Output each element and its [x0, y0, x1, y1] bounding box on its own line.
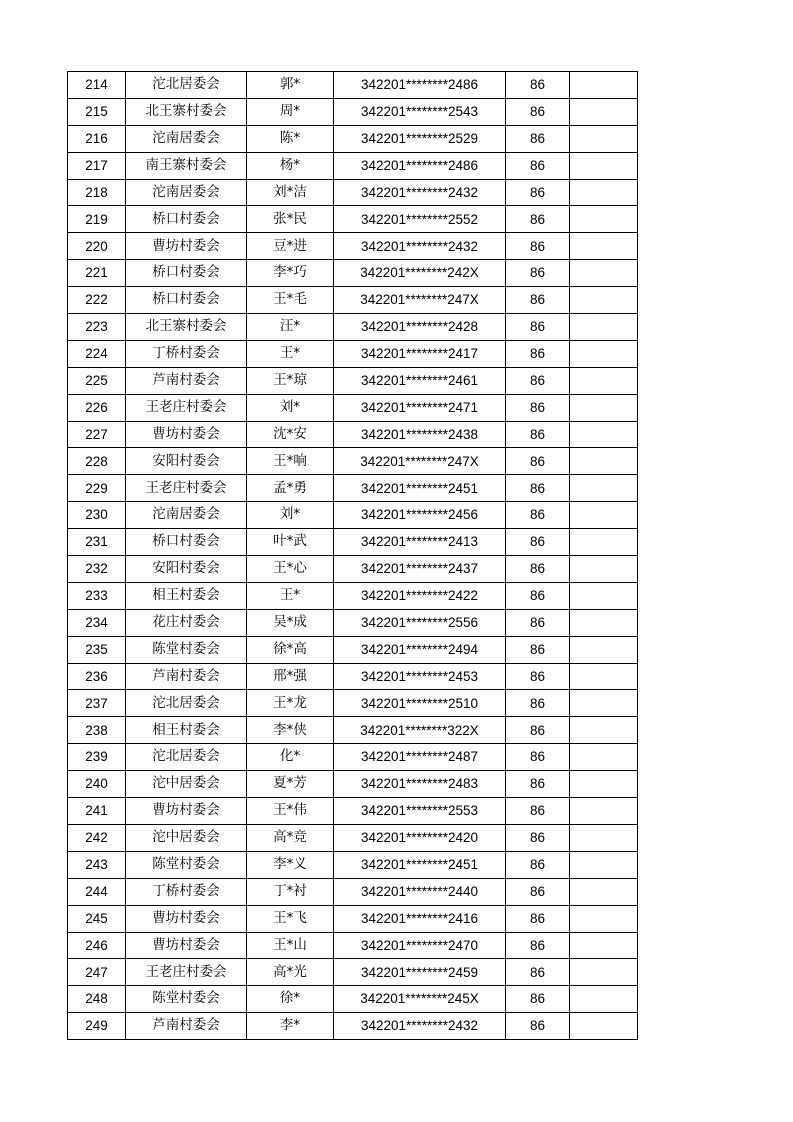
remark-cell	[570, 663, 638, 690]
name-cell: 夏*芳	[247, 771, 334, 798]
id-number-cell: 342201********2456	[334, 502, 506, 529]
table-row	[68, 314, 638, 341]
row-number-cell: 226	[68, 394, 126, 421]
score-cell: 86	[506, 72, 570, 99]
score-cell: 86	[506, 556, 570, 583]
name-cell: 高*竞	[247, 824, 334, 851]
remark-cell	[570, 905, 638, 932]
remark-cell	[570, 878, 638, 905]
id-number-cell: 342201********2471	[334, 394, 506, 421]
remark-cell	[570, 609, 638, 636]
table-row	[68, 206, 638, 233]
score-cell: 86	[506, 717, 570, 744]
committee-cell: 曹坊村委会	[126, 233, 247, 260]
committee-cell: 芦南村委会	[126, 367, 247, 394]
name-cell: 徐*	[247, 986, 334, 1013]
name-cell: 丁*衬	[247, 878, 334, 905]
committee-cell: 芦南村委会	[126, 1013, 247, 1040]
name-cell: 李*侠	[247, 717, 334, 744]
remark-cell	[570, 179, 638, 206]
row-number-cell: 218	[68, 179, 126, 206]
id-number-cell: 342201********2416	[334, 905, 506, 932]
score-cell: 86	[506, 287, 570, 314]
remark-cell	[570, 1013, 638, 1040]
row-number-cell: 246	[68, 932, 126, 959]
row-number-cell: 242	[68, 824, 126, 851]
committee-cell: 曹坊村委会	[126, 932, 247, 959]
score-cell: 86	[506, 744, 570, 771]
score-cell: 86	[506, 367, 570, 394]
remark-cell	[570, 798, 638, 825]
id-number-cell: 342201********2453	[334, 663, 506, 690]
row-number-cell: 233	[68, 582, 126, 609]
committee-cell: 花庄村委会	[126, 609, 247, 636]
name-cell: 王*	[247, 340, 334, 367]
committee-cell: 北王寨村委会	[126, 314, 247, 341]
row-number-cell: 230	[68, 502, 126, 529]
name-cell: 豆*进	[247, 233, 334, 260]
row-number-cell: 219	[68, 206, 126, 233]
name-cell: 叶*武	[247, 529, 334, 556]
committee-cell: 王老庄村委会	[126, 394, 247, 421]
name-cell: 王*山	[247, 932, 334, 959]
table-row	[68, 125, 638, 152]
roster-table	[67, 71, 638, 1040]
table-row	[68, 636, 638, 663]
row-number-cell: 241	[68, 798, 126, 825]
id-number-cell: 342201********2432	[334, 179, 506, 206]
score-cell: 86	[506, 636, 570, 663]
score-cell: 86	[506, 448, 570, 475]
table-row	[68, 798, 638, 825]
remark-cell	[570, 690, 638, 717]
name-cell: 王*心	[247, 556, 334, 583]
remark-cell	[570, 986, 638, 1013]
table-row	[68, 932, 638, 959]
row-number-cell: 238	[68, 717, 126, 744]
table-row	[68, 340, 638, 367]
remark-cell	[570, 771, 638, 798]
remark-cell	[570, 206, 638, 233]
table-row	[68, 556, 638, 583]
committee-cell: 曹坊村委会	[126, 421, 247, 448]
id-number-cell: 342201********2553	[334, 798, 506, 825]
row-number-cell: 247	[68, 959, 126, 986]
table-row	[68, 287, 638, 314]
id-number-cell: 342201********2543	[334, 98, 506, 125]
id-number-cell: 342201********242X	[334, 260, 506, 287]
score-cell: 86	[506, 1013, 570, 1040]
name-cell: 王*龙	[247, 690, 334, 717]
table-row	[68, 179, 638, 206]
name-cell: 李*巧	[247, 260, 334, 287]
committee-cell: 安阳村委会	[126, 556, 247, 583]
name-cell: 李*义	[247, 851, 334, 878]
id-number-cell: 342201********247X	[334, 448, 506, 475]
score-cell: 86	[506, 663, 570, 690]
row-number-cell: 244	[68, 878, 126, 905]
committee-cell: 桥口村委会	[126, 206, 247, 233]
committee-cell: 芦南村委会	[126, 663, 247, 690]
row-number-cell: 222	[68, 287, 126, 314]
name-cell: 李*	[247, 1013, 334, 1040]
score-cell: 86	[506, 233, 570, 260]
table-row	[68, 717, 638, 744]
name-cell: 张*民	[247, 206, 334, 233]
table-row	[68, 582, 638, 609]
remark-cell	[570, 529, 638, 556]
remark-cell	[570, 475, 638, 502]
remark-cell	[570, 744, 638, 771]
score-cell: 86	[506, 421, 570, 448]
id-number-cell: 342201********2428	[334, 314, 506, 341]
remark-cell	[570, 717, 638, 744]
row-number-cell: 217	[68, 152, 126, 179]
id-number-cell: 342201********2486	[334, 72, 506, 99]
table-row	[68, 421, 638, 448]
table-row	[68, 609, 638, 636]
score-cell: 86	[506, 179, 570, 206]
row-number-cell: 225	[68, 367, 126, 394]
name-cell: 徐*高	[247, 636, 334, 663]
row-number-cell: 228	[68, 448, 126, 475]
id-number-cell: 342201********2461	[334, 367, 506, 394]
name-cell: 王*响	[247, 448, 334, 475]
row-number-cell: 235	[68, 636, 126, 663]
table-row	[68, 152, 638, 179]
score-cell: 86	[506, 475, 570, 502]
id-number-cell: 342201********2556	[334, 609, 506, 636]
table-row	[68, 959, 638, 986]
id-number-cell: 342201********247X	[334, 287, 506, 314]
id-number-cell: 342201********2422	[334, 582, 506, 609]
remark-cell	[570, 152, 638, 179]
table-row	[68, 394, 638, 421]
name-cell: 吴*成	[247, 609, 334, 636]
table-row	[68, 905, 638, 932]
committee-cell: 沱南居委会	[126, 502, 247, 529]
remark-cell	[570, 959, 638, 986]
id-number-cell: 342201********322X	[334, 717, 506, 744]
remark-cell	[570, 582, 638, 609]
remark-cell	[570, 233, 638, 260]
remark-cell	[570, 367, 638, 394]
name-cell: 周*	[247, 98, 334, 125]
table-row	[68, 72, 638, 99]
score-cell: 86	[506, 798, 570, 825]
id-number-cell: 342201********2440	[334, 878, 506, 905]
score-cell: 86	[506, 98, 570, 125]
id-number-cell: 342201********2437	[334, 556, 506, 583]
committee-cell: 沱北居委会	[126, 744, 247, 771]
name-cell: 杨*	[247, 152, 334, 179]
committee-cell: 王老庄村委会	[126, 959, 247, 986]
score-cell: 86	[506, 125, 570, 152]
id-number-cell: 342201********2417	[334, 340, 506, 367]
remark-cell	[570, 448, 638, 475]
id-number-cell: 342201********2459	[334, 959, 506, 986]
id-number-cell: 342201********2494	[334, 636, 506, 663]
row-number-cell: 240	[68, 771, 126, 798]
remark-cell	[570, 556, 638, 583]
remark-cell	[570, 421, 638, 448]
score-cell: 86	[506, 986, 570, 1013]
score-cell: 86	[506, 824, 570, 851]
id-number-cell: 342201********2470	[334, 932, 506, 959]
score-cell: 86	[506, 878, 570, 905]
name-cell: 刘*洁	[247, 179, 334, 206]
score-cell: 86	[506, 502, 570, 529]
committee-cell: 沱北居委会	[126, 690, 247, 717]
remark-cell	[570, 502, 638, 529]
committee-cell: 沱中居委会	[126, 824, 247, 851]
row-number-cell: 234	[68, 609, 126, 636]
committee-cell: 相王村委会	[126, 582, 247, 609]
remark-cell	[570, 851, 638, 878]
id-number-cell: 342201********2432	[334, 1013, 506, 1040]
name-cell: 陈*	[247, 125, 334, 152]
id-number-cell: 342201********2420	[334, 824, 506, 851]
score-cell: 86	[506, 932, 570, 959]
row-number-cell: 221	[68, 260, 126, 287]
row-number-cell: 227	[68, 421, 126, 448]
remark-cell	[570, 260, 638, 287]
score-cell: 86	[506, 959, 570, 986]
score-cell: 86	[506, 529, 570, 556]
row-number-cell: 216	[68, 125, 126, 152]
name-cell: 汪*	[247, 314, 334, 341]
remark-cell	[570, 98, 638, 125]
name-cell: 化*	[247, 744, 334, 771]
score-cell: 86	[506, 851, 570, 878]
score-cell: 86	[506, 206, 570, 233]
committee-cell: 桥口村委会	[126, 529, 247, 556]
score-cell: 86	[506, 582, 570, 609]
row-number-cell: 220	[68, 233, 126, 260]
committee-cell: 王老庄村委会	[126, 475, 247, 502]
table-row	[68, 986, 638, 1013]
id-number-cell: 342201********2432	[334, 233, 506, 260]
row-number-cell: 245	[68, 905, 126, 932]
table-row	[68, 1013, 638, 1040]
table-row	[68, 690, 638, 717]
score-cell: 86	[506, 905, 570, 932]
row-number-cell: 237	[68, 690, 126, 717]
name-cell: 王*	[247, 582, 334, 609]
remark-cell	[570, 314, 638, 341]
committee-cell: 曹坊村委会	[126, 798, 247, 825]
row-number-cell: 239	[68, 744, 126, 771]
table-row	[68, 233, 638, 260]
id-number-cell: 342201********2529	[334, 125, 506, 152]
id-number-cell: 342201********2451	[334, 851, 506, 878]
id-number-cell: 342201********2451	[334, 475, 506, 502]
score-cell: 86	[506, 690, 570, 717]
committee-cell: 桥口村委会	[126, 260, 247, 287]
name-cell: 沈*安	[247, 421, 334, 448]
row-number-cell: 215	[68, 98, 126, 125]
row-number-cell: 224	[68, 340, 126, 367]
name-cell: 邢*强	[247, 663, 334, 690]
table-row	[68, 824, 638, 851]
remark-cell	[570, 394, 638, 421]
table-row	[68, 260, 638, 287]
name-cell: 王*伟	[247, 798, 334, 825]
table-row	[68, 475, 638, 502]
row-number-cell: 243	[68, 851, 126, 878]
name-cell: 刘*	[247, 394, 334, 421]
score-cell: 86	[506, 314, 570, 341]
name-cell: 郭*	[247, 72, 334, 99]
table-row	[68, 744, 638, 771]
committee-cell: 相王村委会	[126, 717, 247, 744]
id-number-cell: 342201********2483	[334, 771, 506, 798]
table-row	[68, 448, 638, 475]
committee-cell: 陈堂村委会	[126, 636, 247, 663]
score-cell: 86	[506, 152, 570, 179]
committee-cell: 曹坊村委会	[126, 905, 247, 932]
id-number-cell: 342201********2413	[334, 529, 506, 556]
name-cell: 高*光	[247, 959, 334, 986]
id-number-cell: 342201********2438	[334, 421, 506, 448]
table-row	[68, 529, 638, 556]
committee-cell: 沱南居委会	[126, 125, 247, 152]
name-cell: 王*飞	[247, 905, 334, 932]
table-row	[68, 502, 638, 529]
committee-cell: 桥口村委会	[126, 287, 247, 314]
remark-cell	[570, 932, 638, 959]
committee-cell: 陈堂村委会	[126, 986, 247, 1013]
remark-cell	[570, 636, 638, 663]
table-row	[68, 878, 638, 905]
row-number-cell: 249	[68, 1013, 126, 1040]
table-row	[68, 367, 638, 394]
row-number-cell: 232	[68, 556, 126, 583]
name-cell: 刘*	[247, 502, 334, 529]
table-row	[68, 771, 638, 798]
row-number-cell: 231	[68, 529, 126, 556]
name-cell: 王*毛	[247, 287, 334, 314]
committee-cell: 丁桥村委会	[126, 340, 247, 367]
committee-cell: 沱中居委会	[126, 771, 247, 798]
committee-cell: 沱南居委会	[126, 179, 247, 206]
remark-cell	[570, 72, 638, 99]
committee-cell: 陈堂村委会	[126, 851, 247, 878]
score-cell: 86	[506, 260, 570, 287]
committee-cell: 北王寨村委会	[126, 98, 247, 125]
committee-cell: 南王寨村委会	[126, 152, 247, 179]
remark-cell	[570, 125, 638, 152]
remark-cell	[570, 287, 638, 314]
score-cell: 86	[506, 394, 570, 421]
table-row	[68, 851, 638, 878]
id-number-cell: 342201********2487	[334, 744, 506, 771]
row-number-cell: 229	[68, 475, 126, 502]
score-cell: 86	[506, 771, 570, 798]
committee-cell: 沱北居委会	[126, 72, 247, 99]
table-row	[68, 98, 638, 125]
remark-cell	[570, 824, 638, 851]
row-number-cell: 236	[68, 663, 126, 690]
id-number-cell: 342201********2486	[334, 152, 506, 179]
score-cell: 86	[506, 609, 570, 636]
name-cell: 孟*勇	[247, 475, 334, 502]
remark-cell	[570, 340, 638, 367]
id-number-cell: 342201********2552	[334, 206, 506, 233]
id-number-cell: 342201********2510	[334, 690, 506, 717]
score-cell: 86	[506, 340, 570, 367]
name-cell: 王*琼	[247, 367, 334, 394]
committee-cell: 安阳村委会	[126, 448, 247, 475]
row-number-cell: 214	[68, 72, 126, 99]
committee-cell: 丁桥村委会	[126, 878, 247, 905]
row-number-cell: 248	[68, 986, 126, 1013]
row-number-cell: 223	[68, 314, 126, 341]
roster-table-body	[68, 72, 638, 1040]
table-row	[68, 663, 638, 690]
id-number-cell: 342201********245X	[334, 986, 506, 1013]
